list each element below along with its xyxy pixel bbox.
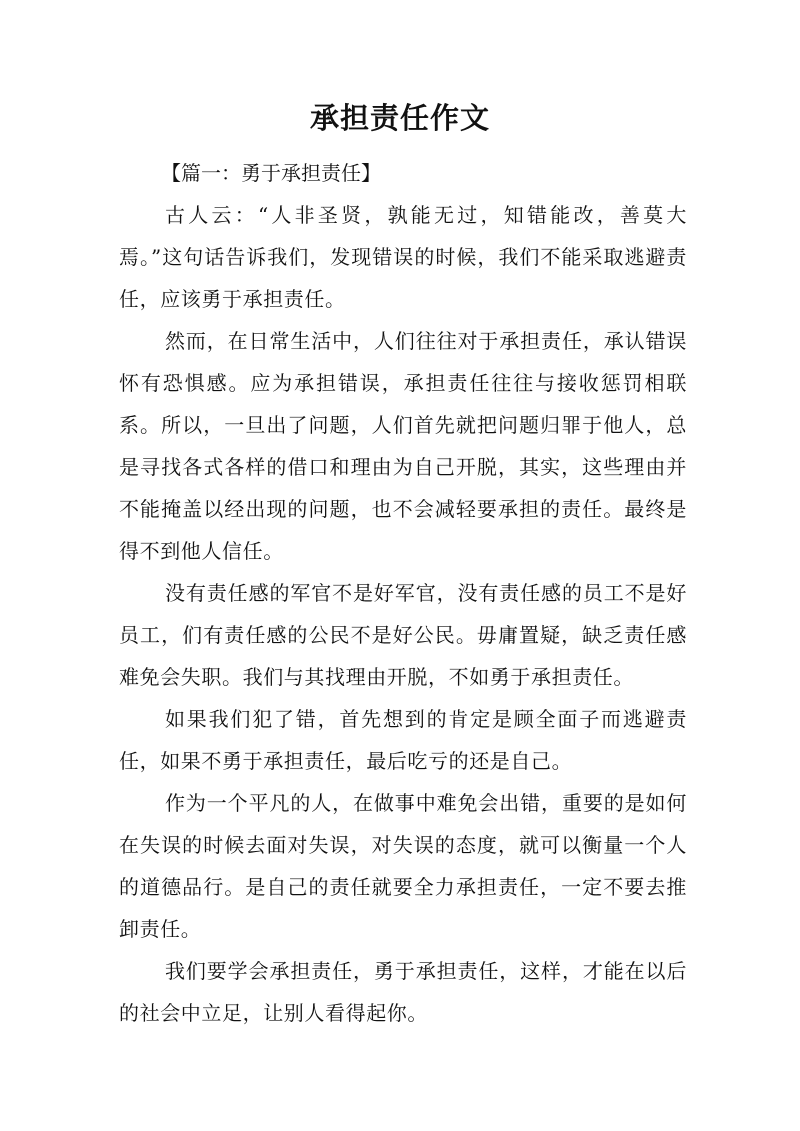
- paragraph-3: 没有责任感的军官不是好军官，没有责任感的员工不是好员工，们有责任感的公民不是好公民。毋庸置疑，缺乏责任感难免会失职。我们与其找理由开脱，不如勇于承担责任。: [119, 581, 687, 689]
- paragraph-1: 古人云：“人非圣贤，孰能无过，知错能改，善莫大焉。”这句话告诉我们，发现错误的时候，我们不能采取逃避责任，应该勇于承担责任。: [119, 203, 687, 311]
- paragraph-6: 我们要学会承担责任，勇于承担责任，这样，才能在以后的社会中立足，让别人看得起你。: [119, 959, 687, 1025]
- paragraph-4: 如果我们犯了错，首先想到的肯定是顾全面子而逃避责任，如果不勇于承担责任，最后吃亏的还是自己。: [119, 707, 687, 773]
- document-body: [119, 152, 687, 1034]
- paragraph-5: 作为一个平凡的人，在做事中难免会出错，重要的是如何在失误的时候去面对失误，对失误的态度，就可以衡量一个人的道德品行。是自己的责任就要全力承担责任，一定不要去推卸责任。: [119, 791, 687, 941]
- document-title: 承担责任作文: [309, 101, 490, 135]
- paragraph-2: 然而，在日常生活中，人们往往对于承担责任，承认错误怀有恐惧感。应为承担错误，承担责任往往与接收惩罚相联系。所以，一旦出了问题，人们首先就把问题归罪于他人，总是寻找各式各样的借口和理由为自己开脱，其实，这些理由并不能掩盖以经出现的问题，也不会减轻要承担的责任。最终是得不到他人信任。: [119, 329, 687, 563]
- section-heading: 【篇一：勇于承担责任】: [161, 161, 381, 185]
